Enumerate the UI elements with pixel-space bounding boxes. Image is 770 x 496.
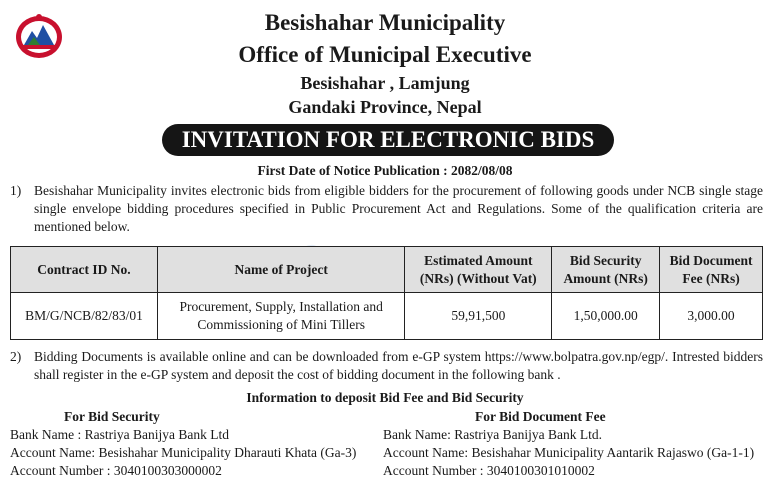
paragraph-text: Besishahar Municipality invites electronic bids from eligible bidders for the procurement of following goods under NCB single stage single envelope bidding procedures specified in Public Procurement Act and Regulations. Some of the qualification criteria are mentioned below. <box>34 183 763 234</box>
cell-bid-security: 1,50,000.00 <box>552 293 660 340</box>
paragraph-1 <box>10 182 763 236</box>
bid-security-account-number: Account Number : 3040100303000002 <box>10 463 222 478</box>
header-document-fee: Bid Document Fee (NRs) <box>660 247 763 293</box>
cell-project-name: Procurement, Supply, Installation and Commissioning of Mini Tillers <box>157 293 405 340</box>
header-project-name: Name of Project <box>157 247 405 293</box>
bid-fee-account-name: Account Name: Besishahar Municipality Aantarik Rajaswo (Ga-1-1) <box>383 445 755 460</box>
publication-date: First Date of Notice Publication : 2082/08/08 <box>257 163 513 178</box>
bid-security-account-name: Account Name: Besishahar Municipality Dharauti Khata (Ga-3) <box>10 445 357 460</box>
table-header-row <box>11 247 763 293</box>
paragraph-text: Bidding Documents is available online and can be downloaded from e-GP system https://www.bolpatra.gov.np/egp/. Intrested bidders shall register in the e-GP system and deposit the cost of bidding document in the following bank . <box>34 349 763 382</box>
municipality-name: Besishahar Municipality <box>264 10 506 35</box>
header-estimated-amount: Estimated Amount (NRs) (Without Vat) <box>405 247 552 293</box>
bid-fee-bank: Bank Name: Rastriya Banijya Bank Ltd. <box>383 427 602 442</box>
paragraph-number: 2) <box>10 349 22 364</box>
cell-contract-id: BM/G/NCB/82/83/01 <box>11 293 158 340</box>
cell-estimated-amount: 59,91,500 <box>405 293 552 340</box>
header-bid-security: Bid Security Amount (NRs) <box>552 247 660 293</box>
deposit-heading: Information to deposit Bid Fee and Bid Security <box>246 390 524 405</box>
province: Gandaki Province, Nepal <box>288 97 482 117</box>
header-contract-id: Contract ID No. <box>11 247 158 293</box>
cell-document-fee: 3,000.00 <box>660 293 763 340</box>
notice-banner: INVITATION FOR ELECTRONIC BIDS <box>162 124 614 156</box>
table-row <box>11 293 763 340</box>
bid-security-title: For Bid Security <box>64 409 160 424</box>
bid-fee-account-number: Account Number : 3040100301010002 <box>383 463 595 478</box>
bid-security-bank: Bank Name : Rastriya Banijya Bank Ltd <box>10 427 229 442</box>
bid-fee-info <box>383 408 766 480</box>
bid-table <box>10 246 763 340</box>
location: Besishahar , Lamjung <box>300 73 470 93</box>
bid-fee-title: For Bid Document Fee <box>475 409 606 424</box>
paragraph-2 <box>10 348 763 384</box>
bid-security-info <box>10 408 375 480</box>
office-name: Office of Municipal Executive <box>238 42 532 67</box>
paragraph-number: 1) <box>10 183 22 198</box>
